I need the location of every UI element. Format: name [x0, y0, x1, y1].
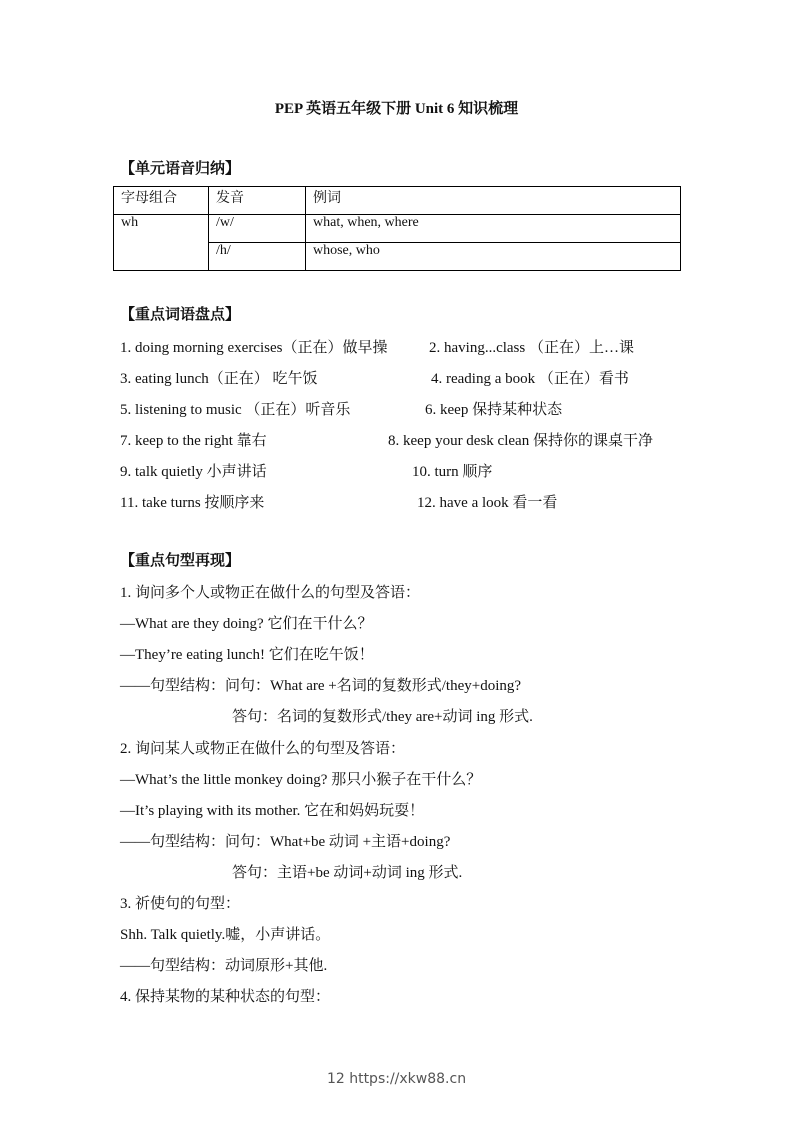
section-heading-vocab: 【重点词语盘点】 — [120, 307, 241, 323]
document-title: PEP 英语五年级下册 Unit 6 知识梳理 — [274, 101, 519, 117]
sound-cell: /h/ — [209, 243, 306, 271]
vocab-item: 7. keep to the right 靠右 — [120, 433, 267, 449]
sentence-line: 1. 询问多个人或物正在做什么的句型及答语： — [120, 585, 421, 601]
example-words-cell: what, when, where — [306, 215, 681, 243]
table-header-cell: 例词 — [306, 187, 681, 215]
sound-cell: /w/ — [209, 215, 306, 243]
sentence-line: —They’re eating lunch! 它们在吃午饭！ — [120, 647, 374, 663]
sentence-line: —What are they doing? 它们在干什么？ — [120, 616, 373, 632]
vocab-item: 9. talk quietly 小声讲话 — [120, 464, 267, 480]
table-header-row — [114, 187, 681, 215]
sentence-line: —It’s playing with its mother. 它在和妈妈玩耍！ — [120, 803, 425, 819]
sentence-line: 4. 保持某物的某种状态的句型： — [120, 989, 331, 1005]
sentence-line: 2. 询问某人或物正在做什么的句型及答语： — [120, 741, 406, 757]
vocab-item: 10. turn 顺序 — [412, 464, 493, 480]
sentence-line: 答句：主语+be 动词+动词 ing 形式. — [232, 865, 463, 881]
sentence-line: 3. 祈使句的句型： — [120, 896, 241, 912]
sentence-line: 答句：名词的复数形式/they are+动词 ing 形式. — [232, 709, 533, 725]
vocab-item: 8. keep your desk clean 保持你的课桌干净 — [388, 433, 653, 449]
table-header-cell: 字母组合 — [114, 187, 209, 215]
vocab-item: 3. eating lunch（正在） 吃午饭 — [120, 371, 318, 387]
table-row — [114, 215, 681, 243]
vocab-item: 12. have a look 看一看 — [417, 495, 558, 511]
vocab-item: 5. listening to music （正在）听音乐 — [120, 402, 351, 418]
phonics-table — [113, 186, 681, 271]
sentence-line: ——句型结构：动词原形+其他. — [120, 958, 328, 974]
sentence-line: —What’s the little monkey doing? 那只小猴子在干什么？ — [120, 772, 482, 788]
vocab-item: 4. reading a book （正在）看书 — [431, 371, 629, 387]
sentence-line: ——句型结构：问句：What are +名词的复数形式/they+doing? — [120, 678, 522, 694]
sentence-line: ——句型结构：问句：What+be 动词 +主语+doing? — [120, 834, 451, 850]
table-header-cell: 发音 — [209, 187, 306, 215]
sentence-line: Shh. Talk quietly.嘘，小声讲话。 — [120, 927, 331, 943]
example-words-cell: whose, who — [306, 243, 681, 271]
vocab-item: 6. keep 保持某种状态 — [425, 402, 563, 418]
section-heading-phonics: 【单元语音归纳】 — [120, 161, 241, 177]
vocab-item: 2. having...class （正在）上…课 — [429, 340, 634, 356]
vocab-item: 11. take turns 按顺序来 — [120, 495, 265, 511]
section-heading-sentences: 【重点句型再现】 — [120, 553, 241, 569]
vocab-item: 1. doing morning exercises（正在）做早操 — [120, 340, 388, 356]
letter-group-cell: wh — [114, 215, 209, 271]
page-footer: 12 https://xkw88.cn — [326, 1071, 467, 1087]
